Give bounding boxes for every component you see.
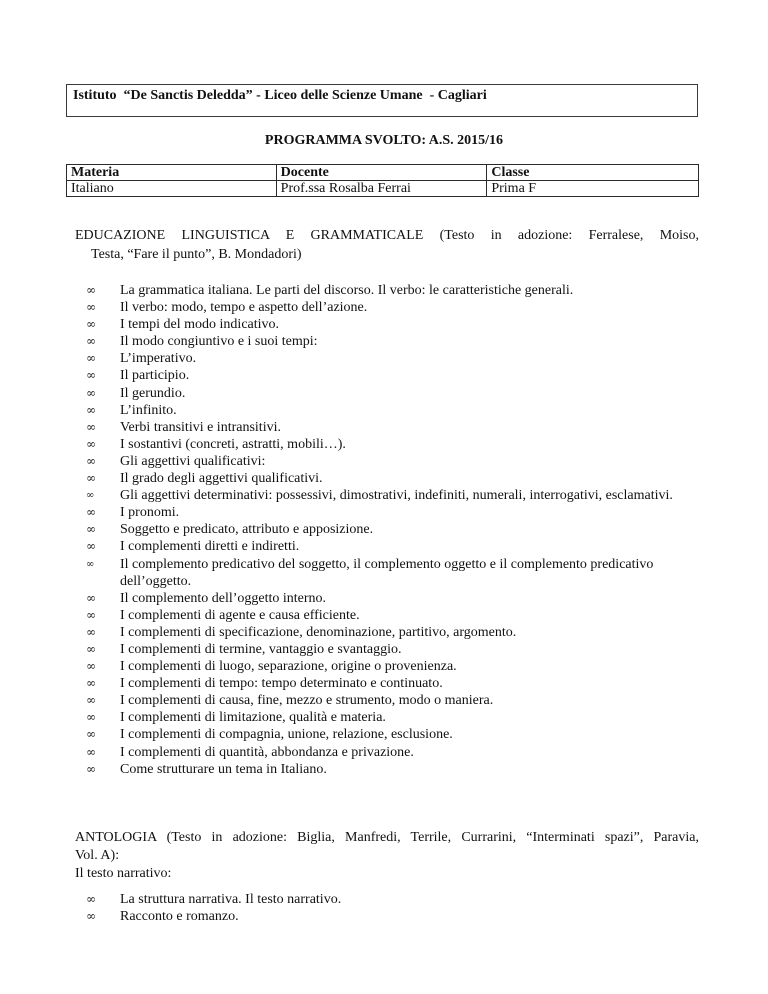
list-item	[0, 504, 768, 521]
infinity-bullet-icon: ∞	[86, 453, 96, 468]
grammar-topics-list	[0, 282, 768, 778]
list-item	[0, 641, 768, 658]
list-item	[0, 299, 768, 316]
list-item	[0, 419, 768, 436]
infinity-bullet-icon: ∞	[86, 490, 95, 502]
list-item-text: Il verbo: modo, tempo e aspetto dell’azione.	[120, 300, 368, 316]
anthology-subheading: Il testo narrativo:	[75, 866, 172, 881]
list-item	[0, 692, 768, 709]
infinity-bullet-icon: ∞	[86, 522, 96, 537]
list-item-text: I tempi del modo indicativo.	[120, 317, 280, 333]
list-item-text: Gli aggettivi determinativi: possessivi, dimostrativi, indefiniti, numerali, interrogativi, esclamativi.	[120, 488, 673, 504]
infinity-bullet-icon: ∞	[86, 641, 96, 656]
institute-name: Istituto “De Sanctis Deledda” - Liceo delle Scienze Umane - Cagliari	[73, 88, 487, 103]
list-item	[0, 908, 768, 925]
program-title: PROGRAMMA SVOLTO: A.S. 2015/16	[264, 133, 504, 148]
infinity-bullet-icon: ∞	[86, 744, 96, 759]
list-item	[0, 675, 768, 692]
list-item	[0, 607, 768, 624]
cell-classe: Prima F	[487, 181, 699, 197]
anthology-section-intro	[75, 829, 699, 883]
infinity-bullet-icon: ∞	[86, 693, 96, 708]
cell-docente: Prof.ssa Rosalba Ferrai	[276, 181, 487, 197]
list-item-text: L’infinito.	[120, 402, 177, 418]
infinity-bullet-icon: ∞	[86, 436, 96, 451]
infinity-bullet-icon: ∞	[86, 368, 96, 383]
list-item	[0, 350, 768, 367]
infinity-bullet-icon: ∞	[86, 385, 96, 400]
list-item-text: I complementi di tempo: tempo determinato e continuato.	[120, 676, 443, 692]
list-item-text: Racconto e romanzo.	[120, 909, 239, 925]
list-item	[0, 436, 768, 453]
infinity-bullet-icon: ∞	[86, 317, 96, 332]
infinity-bullet-icon: ∞	[86, 334, 96, 349]
list-item-text: I sostantivi (concreti, astratti, mobili…).	[120, 436, 346, 452]
list-item	[0, 316, 768, 333]
infinity-bullet-icon: ∞	[86, 590, 96, 605]
anthology-intro-line-1: ANTOLOGIA (Testo in adozione: Biglia, Manfredi, Terrile, Currarini, “Interminati spazi”, Paravia,	[75, 830, 699, 845]
list-item-text: I complementi di termine, vantaggio e svantaggio.	[120, 641, 402, 657]
list-item-text: Soggetto e predicato, attributo e apposizione.	[120, 522, 374, 538]
infinity-bullet-icon: ∞	[86, 402, 96, 417]
table-row	[67, 181, 699, 197]
list-item	[0, 402, 768, 419]
infinity-bullet-icon: ∞	[86, 607, 96, 622]
infinity-bullet-icon: ∞	[86, 505, 96, 520]
list-item-text: I complementi diretti e indiretti.	[120, 539, 300, 555]
header-materia: Materia	[67, 165, 277, 181]
list-item	[0, 658, 768, 675]
list-item	[0, 709, 768, 726]
list-item-text: Gli aggettivi qualificativi:	[120, 453, 266, 469]
list-item	[0, 726, 768, 743]
list-item-text: La grammatica italiana. Le parti del discorso. Il verbo: le caratteristiche generali.	[120, 283, 574, 298]
list-item	[0, 282, 768, 299]
infinity-bullet-icon: ∞	[86, 351, 96, 366]
list-item-text: Il complemento dell’oggetto interno.	[120, 590, 327, 606]
infinity-bullet-icon: ∞	[86, 300, 96, 315]
list-item	[0, 891, 768, 908]
grammar-intro-line-1: EDUCAZIONE LINGUISTICA E GRAMMATICALE (Testo in adozione: Ferralese, Moiso,	[75, 228, 699, 243]
list-item	[0, 367, 768, 384]
infinity-bullet-icon: ∞	[86, 710, 96, 725]
list-item-text: I pronomi.	[120, 505, 180, 521]
list-item-text: I complementi di quantità, abbondanza e privazione.	[120, 744, 414, 760]
list-item	[0, 333, 768, 350]
grammar-intro-line-2: Testa, “Fare il punto”, B. Mondadori)	[91, 247, 302, 262]
list-item-text: Il participio.	[120, 368, 190, 384]
infinity-bullet-icon: ∞	[86, 892, 96, 906]
infinity-bullet-icon: ∞	[86, 283, 96, 297]
cell-materia: Italiano	[67, 181, 277, 197]
list-item	[0, 385, 768, 402]
list-item-text: Come strutturare un tema in Italiano.	[120, 761, 327, 777]
list-item	[0, 761, 768, 778]
infinity-bullet-icon: ∞	[86, 624, 96, 639]
anthology-intro-line-2: Vol. A):	[75, 848, 120, 863]
list-item-text: I complementi di specificazione, denominazione, partitivo, argomento.	[120, 624, 517, 640]
list-item-text: Il gerundio.	[120, 385, 186, 401]
course-info-table	[66, 164, 699, 197]
list-item-text: I complementi di compagnia, unione, relazione, esclusione.	[120, 727, 453, 743]
header-docente: Docente	[276, 165, 487, 181]
list-item-text: Il grado degli aggettivi qualificativi.	[120, 471, 323, 487]
list-item	[0, 470, 768, 487]
infinity-bullet-icon: ∞	[86, 558, 95, 570]
infinity-bullet-icon: ∞	[86, 471, 96, 486]
infinity-bullet-icon: ∞	[86, 727, 96, 742]
list-item	[0, 521, 768, 538]
list-item-text: I complementi di agente e causa efficiente.	[120, 607, 360, 623]
list-item-text: Il modo congiuntivo e i suoi tempi:	[120, 334, 318, 350]
list-item-text: La struttura narrativa. Il testo narrativo.	[120, 892, 342, 907]
list-item-text: I complementi di luogo, separazione, origine o provenienza.	[120, 659, 457, 675]
list-item	[0, 453, 768, 470]
infinity-bullet-icon: ∞	[86, 909, 96, 924]
list-item-text: I complementi di limitazione, qualità e materia.	[120, 710, 386, 726]
table-header-row	[67, 165, 699, 181]
header-classe: Classe	[487, 165, 699, 181]
list-item-text: Verbi transitivi e intransitivi.	[120, 419, 281, 435]
institute-header-box	[66, 84, 698, 117]
infinity-bullet-icon: ∞	[86, 761, 96, 776]
infinity-bullet-icon: ∞	[86, 659, 96, 674]
infinity-bullet-icon: ∞	[86, 539, 96, 554]
list-item	[0, 624, 768, 641]
list-item-text: L’imperativo.	[120, 351, 197, 367]
list-item-text: I complementi di causa, fine, mezzo e strumento, modo o maniera.	[120, 693, 494, 709]
list-item	[0, 744, 768, 761]
list-item	[0, 556, 768, 590]
list-item	[0, 487, 768, 504]
list-item-text: Il complemento predicativo del soggetto, il complemento oggetto e il complemento predicativo dell’oggetto.	[120, 556, 654, 589]
infinity-bullet-icon: ∞	[86, 419, 96, 434]
list-item	[0, 590, 768, 607]
list-item	[0, 538, 768, 555]
anthology-topics-list	[0, 891, 768, 925]
infinity-bullet-icon: ∞	[86, 676, 96, 691]
grammar-section-intro	[75, 226, 699, 264]
